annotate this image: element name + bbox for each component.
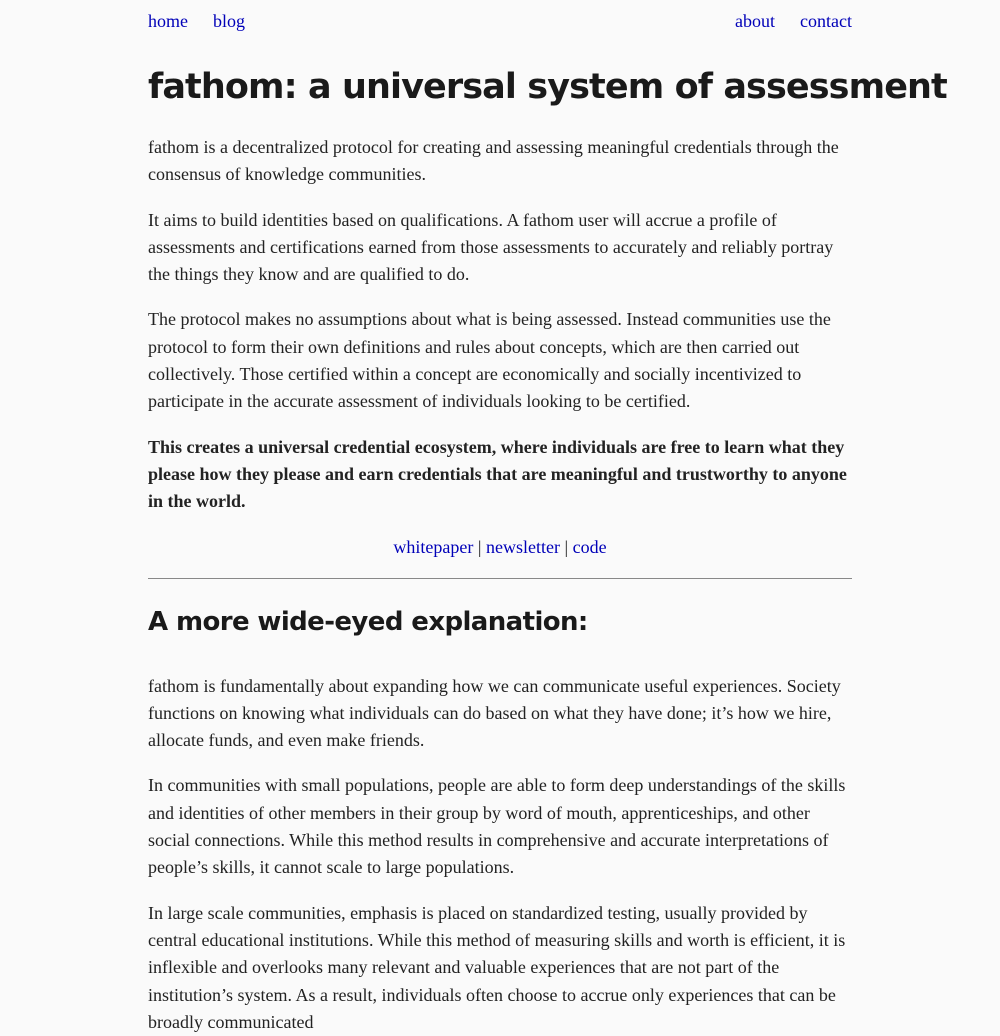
intro-paragraph: fathom is a decentralized protocol for creating and assessing meaningful credentials through the consensus of knowledge communities.	[148, 137, 839, 185]
body-paragraph: fathom is fundamentally about expanding how we can communicate useful experiences. Society functions on knowing what individuals can do based on what they have done; it’s how we hire, allocate funds, and even make friends.	[148, 675, 841, 751]
section-heading: A more wide-eyed explanation:	[148, 606, 588, 637]
section-divider	[148, 578, 852, 579]
top-nav	[148, 0, 852, 44]
body-paragraph: In communities with small populations, people are able to form deep understandings of the skills and identities of other members in their group by word of mouth, apprenticeships, and other social connections. While this method results in comprehensive and accurate interpretations of people’s skills, it cannot scale to large populations.	[148, 775, 846, 878]
link-separator: |	[477, 536, 482, 557]
link-separator: |	[564, 536, 569, 557]
newsletter-link[interactable]: newsletter	[486, 536, 560, 557]
code-link[interactable]: code	[572, 536, 607, 557]
page-title: fathom: a universal system of assessment	[148, 67, 947, 107]
intro-bold-statement: This creates a universal credential ecosystem, where individuals are free to learn what they please how they please and earn credentials that are meaningful and trustworthy to anyone in the world.	[148, 436, 847, 512]
intro-paragraph: The protocol makes no assumptions about what is being assessed. Instead communities use the protocol to form their own definitions and rules about concepts, which are then carried out collectively. Those certified within a concept are economically and socially incentivized to participate in the accurate assessment of individuals looking to be certified.	[148, 309, 831, 412]
whitepaper-link[interactable]: whitepaper	[393, 536, 474, 557]
resource-links	[148, 534, 852, 561]
nav-link-contact[interactable]: contact	[800, 11, 852, 31]
page-content	[148, 0, 947, 1036]
nav-link-home[interactable]: home	[148, 11, 188, 31]
body-paragraph: In large scale communities, emphasis is placed on standardized testing, usually provided by central educational institutions. While this method of measuring skills and worth is efficient, it is inflexible and overlooks many relevant and valuable experiences that are not part of the institution’s system. As a result, individuals often choose to accrue only experiences that can be broadly communicated	[148, 902, 846, 1032]
nav-link-blog[interactable]: blog	[213, 11, 246, 31]
nav-link-about[interactable]: about	[735, 11, 775, 31]
intro-paragraph: It aims to build identities based on qualifications. A fathom user will accrue a profile of assessments and certifications earned from those assessments to accurately and reliably portray the things they know and are qualified to do.	[148, 209, 834, 285]
